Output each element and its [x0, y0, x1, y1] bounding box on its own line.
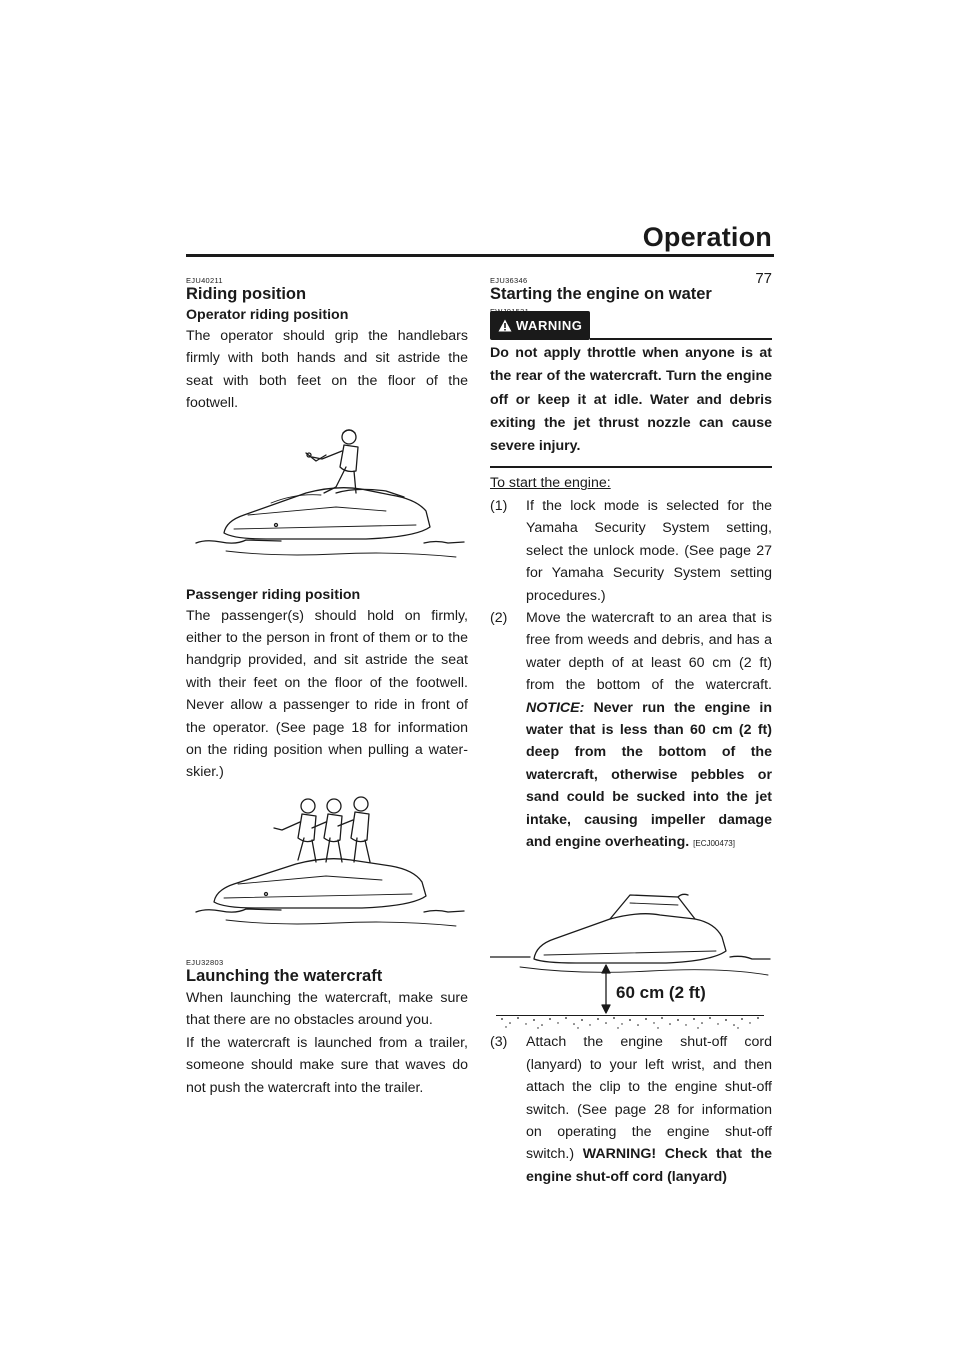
passenger-position-text: The passenger(s) should hold on firmly, either to the person in front of them or to the handgrip provided, and sit astride the seat with their feet on the floor of the footwell. Never allow a passenger to ride in front of the operator. (See page 18 for information on the riding position when pulling a water-skier.) — [186, 607, 468, 781]
right-column — [490, 276, 772, 1188]
warning-header — [490, 316, 772, 340]
depth-label: 60 cm (2 ft) — [616, 983, 706, 1003]
warning-triangle-icon — [498, 319, 512, 332]
section-title-launching: Launching the watercraft — [186, 966, 383, 985]
page-title: Operation — [642, 222, 772, 252]
header-rule — [186, 254, 774, 257]
subsection-title-operator: Operator riding position — [186, 307, 349, 323]
start-steps-list — [490, 495, 772, 856]
water-depth-illustration — [490, 861, 772, 1031]
warning-text: Do not apply throttle when anyone is at the rear of the watercraft. Turn the engine off or keep it at idle. Water and debris exiting the jet thrust nozzle can cause severe injury. — [490, 345, 772, 455]
operator-position-text: The operator should grip the handlebars firmly with both hands and sit astride the seat with both feet on the floor of the footwell. — [186, 328, 468, 412]
sea-floor — [496, 1015, 764, 1029]
operator-riding-illustration — [186, 415, 468, 583]
list-item: (1) If the lock mode is selected for the Yamaha Security System setting, select the unlock mode. (See page 27 for Yamaha Security System setting procedures.) — [490, 497, 772, 604]
section-code: EJU36346 — [490, 276, 528, 285]
section-code: EJU40211 — [186, 276, 223, 285]
to-start-heading: To start the engine: — [490, 475, 611, 492]
notice-text: Never run the engine in water that is less than 60 cm (2 ft) deep from the bottom of the watercraft, otherwise pebbles or sand could be sucked into the jet intake, causing impeller damage and engine overheating. — [526, 699, 772, 850]
passenger-riding-illustration — [186, 784, 468, 954]
start-steps-list-continued — [490, 1031, 772, 1188]
section-code: EJU32803 — [186, 957, 224, 967]
warning-box — [490, 307, 772, 468]
left-column — [186, 276, 468, 1099]
list-item: (3) Attach the engine shut-off cord (lanyard) to your left wrist, and then attach the clip to the engine shut-off switch. (See page 28 for information on operating the engine shut-off switch.) WARNING! Check that the engine shut-off cord (lanyard) — [490, 1034, 772, 1185]
page-number: 77 — [755, 270, 772, 287]
warning-label: WARNING — [516, 317, 583, 333]
launching-text-1: When launching the watercraft, make sure that there are no obstacles around you. — [186, 989, 468, 1029]
warning-bottom-rule — [490, 466, 772, 468]
notice-ref: [ECJ00473] — [693, 838, 735, 848]
notice-label: NOTICE: — [526, 699, 585, 716]
subsection-title-passenger: Passenger riding position — [186, 586, 361, 603]
launching-text-2: If the watercraft is launched from a trailer, someone should make sure that waves do not push the watercraft into the trailer. — [186, 1034, 468, 1096]
section-title-starting-engine: Starting the engine on water — [490, 285, 712, 303]
step3-warning: WARNING! Check that the engine shut-off cord (lanyard) — [526, 1146, 772, 1185]
section-title-riding-position: Riding position — [186, 285, 307, 303]
list-item: (2) Move the watercraft to an area that is free from weeds and debris, and has a water depth of at least 60 cm (2 ft) from the bottom of the watercraft. NOTICE: Never run the engine in water that is less than 60 cm (2 ft) deep from the bottom of the watercraft, otherwise pebbles or sand could be sucked into the jet intake, causing impeller damage and engine overheating. [ECJ00473] — [490, 609, 772, 850]
warning-rule — [590, 338, 772, 340]
warning-badge — [490, 311, 590, 340]
